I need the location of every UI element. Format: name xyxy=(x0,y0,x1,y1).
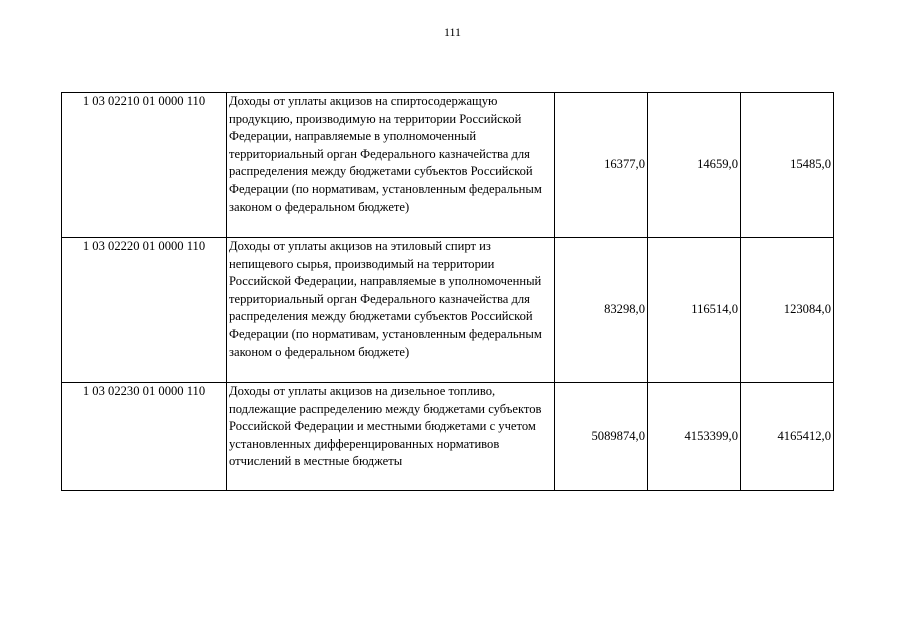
value-year-2: 116514,0 xyxy=(648,238,741,383)
revenue-table xyxy=(61,92,834,491)
table-row xyxy=(62,238,834,383)
value-year-3: 123084,0 xyxy=(741,238,834,383)
revenue-description: Доходы от уплаты акцизов на спиртосодержащую продукцию, производимую на территории Российской Федерации, направляемые в уполномоченный территориальный орган Федерального казначейства для распределения между бюджетами субъектов Российской Федерации (по нормативам, установленным федеральным законом о федеральном бюджете) xyxy=(227,93,555,238)
budget-code: 1 03 02210 01 0000 110 xyxy=(62,93,227,238)
value-year-2: 14659,0 xyxy=(648,93,741,238)
page-number: 111 xyxy=(443,25,462,39)
budget-code: 1 03 02230 01 0000 110 xyxy=(62,383,227,491)
value-year-3: 15485,0 xyxy=(741,93,834,238)
value-year-1: 16377,0 xyxy=(555,93,648,238)
value-year-3: 4165412,0 xyxy=(741,383,834,491)
budget-code: 1 03 02220 01 0000 110 xyxy=(62,238,227,383)
value-year-1: 5089874,0 xyxy=(555,383,648,491)
value-year-2: 4153399,0 xyxy=(648,383,741,491)
table-row xyxy=(62,93,834,238)
table-row xyxy=(62,383,834,491)
revenue-description: Доходы от уплаты акцизов на этиловый спирт из непищевого сырья, производимый на территории Российской Федерации, направляемые в уполномоченный территориальный орган Федерального казначейства для распределения между бюджетами субъектов Российской Федерации (по нормативам, установленным федеральным законом о федеральном бюджете) xyxy=(227,238,555,383)
value-year-1: 83298,0 xyxy=(555,238,648,383)
revenue-description: Доходы от уплаты акцизов на дизельное топливо, подлежащие распределению между бюджетами субъектов Российской Федерации и местными бюджетами с учетом установленных дифференцированных нормативов отчислений в местные бюджеты xyxy=(227,383,555,491)
